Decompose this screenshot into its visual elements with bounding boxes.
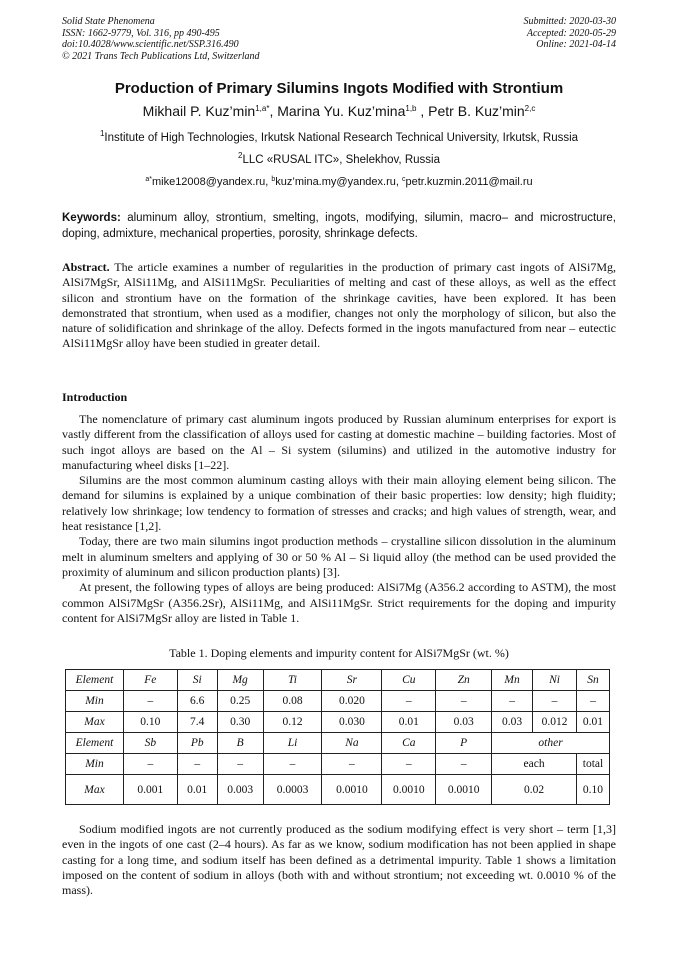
table-cell: 0.003 [217,775,263,805]
table-cell: Max [66,712,124,733]
table-cell: 0.001 [123,775,177,805]
email-address[interactable]: mike12008@yandex.ru, [151,176,272,188]
table-cell: – [436,691,492,712]
email-mark: b [271,176,276,183]
table-cell: Ca [382,733,436,754]
affiliation-1 [62,129,616,144]
date-accepted: Accepted: 2020-05-29 [526,27,616,39]
table-cell: total [576,754,609,775]
table-caption: Table 1. Doping elements and impurity content for AlSi7MgSr (wt. %) [169,646,509,660]
author-list [62,103,616,119]
table-cell: 0.0010 [322,775,382,805]
abstract [62,260,616,352]
section-heading-introduction: Introduction [62,390,128,404]
table-cell: Element [66,670,124,691]
abstract-label: Abstract. [62,260,110,274]
keywords [62,210,616,242]
journal-name: Solid State Phenomena [62,16,155,27]
table-cell: 0.030 [322,712,382,733]
table-cell: Na [322,733,382,754]
table-cell: Ni [533,670,577,691]
table-row [66,754,610,775]
table-cell: – [382,754,436,775]
table-cell: Min [66,691,124,712]
table-cell: 0.08 [263,691,322,712]
affiliation-mark: 1 [99,129,105,138]
email-mark: a* [145,176,152,183]
table-cell: – [123,691,177,712]
date-online: Online: 2021-04-14 [536,39,616,50]
table-cell: – [263,754,322,775]
table-cell: Sn [576,670,609,691]
author-affiliation-mark: 2,c [524,104,536,113]
table-cell: – [382,691,436,712]
table-cell: 0.10 [123,712,177,733]
author-separator: , [416,103,429,119]
keywords-text: aluminum alloy, strontium, smelting, ingots, modifying, silumin, macro– and microstructure, doping, admixture, mechanical properties, porosity, shrinkage defects. [62,212,616,240]
table-cell: 0.01 [576,712,609,733]
affiliation-text: Institute of High Technologies, Irkutsk National Research Technical University, Irkutsk, Russia [104,132,579,144]
table-cell: 6.6 [177,691,217,712]
keywords-label: Keywords: [62,212,121,224]
email-address[interactable]: petr.kuzmin.2011@mail.ru [405,176,533,188]
paragraph: Silumins are the most common aluminum casting alloys with their main alloying element being silicon. The demand for silumins is explained by a unique combination of their basic properties: low density; high fluidity; relatively low shrinkage; low tendency to formation of stresses and cracks; and high values of strength, wear, and heat resistance [1,2]. [62,473,616,534]
table-cell: 0.12 [263,712,322,733]
table-cell: 7.4 [177,712,217,733]
table-cell: Max [66,775,124,805]
table-cell: Fe [123,670,177,691]
journal-copyright: © 2021 Trans Tech Publications Ltd, Switzerland [62,50,260,62]
paragraph: Today, there are two main silumins ingot production methods – crystalline silicon dissolution in the aluminum melt in aluminum smelters and applying of 30 or 50 % Al – Si liquid alloy (the method can be used provided the proximity of aluminum and silicon production plants) [3]. [62,534,616,579]
table-cell: Element [66,733,124,754]
abstract-text: The article examines a number of regularities in the production of primary cast ingots of AlSi7Mg, AlSi7MgSr, AlSi11Mg, and AlSi11MgSr. Peculiarities of melting and cast of these alloys, as well as the effect silicon and strontium have on the formation of the shrinkage cavities, have been explored. It has been demonstrated that strontium, when used as a modifier, changes not only the morphology of silicon, but also the nature of solidification and shrinkage of the alloy. Defects formed in the ingots manufactured from near – eutectic AlSi11MgSr alloy have been studied in greater detail. [62,260,616,351]
composition-table [65,669,610,805]
table-cell: – [492,691,533,712]
journal-doi: doi:10.4028/www.scientific.net/SSP.316.490 [62,39,239,50]
paper-title: Production of Primary Silumins Ingots Modified with Strontium [114,80,564,97]
table-row [66,733,610,754]
table-cell: 0.0003 [263,775,322,805]
table-row [66,712,610,733]
table-cell: Mg [217,670,263,691]
table-cell: Min [66,754,124,775]
table-cell: 0.10 [576,775,609,805]
author-emails [62,176,616,188]
author-separator: , [269,103,278,119]
table-cell: other [492,733,610,754]
author-name: Petr B. Kuz’min [428,103,525,119]
author-affiliation-mark: 1,b [405,104,417,113]
table-row [66,670,610,691]
affiliation-mark: 2 [238,151,243,160]
table-cell: P [436,733,492,754]
table-cell: – [123,754,177,775]
table-row [66,691,610,712]
email-address[interactable]: kuz’mina.my@yandex.ru, [275,176,402,188]
email-mark: c [402,176,406,183]
introduction-body [62,412,616,626]
table-cell: Sr [322,670,382,691]
table-cell: Zn [436,670,492,691]
publication-dates [524,16,617,51]
journal-info [62,16,260,62]
table-cell: 0.01 [382,712,436,733]
table-row [66,775,610,805]
table-cell: 0.03 [436,712,492,733]
table-cell: 0.0010 [436,775,492,805]
table-cell: – [177,754,217,775]
table-cell: – [436,754,492,775]
paragraph: Sodium modified ingots are not currently produced as the sodium modifying effect is very short – term [1,3] even in the ingots of one cast (2–4 hours). As far as we know, sodium modification has not been applied in shape casting for a long time, and sodium itself has been defined as a detrimental impurity. Table 1 shows a limitation imposed on the content of sodium in alloys (both with and without strontium; not exceeding wt. 0.0010 % of the mass). [62,822,616,898]
table-cell: 0.01 [177,775,217,805]
affiliation-text: LLC «RUSAL ITC», Shelekhov, Russia [242,154,440,166]
table-cell: Li [263,733,322,754]
table-cell: – [533,691,577,712]
paragraph: The nomenclature of primary cast aluminum ingots produced by Russian aluminum enterprises for export is vastly different from the classification of alloys used for casting at domestic machine – building factories. Most of such ingot alloys are based on the Al – Si system (silumins) and utilized in the automotive industry for manufacturing wheel disks [1–22]. [62,412,616,472]
table-cell: – [217,754,263,775]
table-cell: 0.02 [492,775,577,805]
table-cell: each [492,754,577,775]
table-cell: Mn [492,670,533,691]
table-cell: 0.25 [217,691,263,712]
table-cell: 0.0010 [382,775,436,805]
table-cell: – [322,754,382,775]
affiliation-2 [62,151,616,166]
date-submitted: Submitted: 2020-03-30 [523,16,616,27]
author-name: Marina Yu. Kuz’mina [277,103,406,119]
paragraph: At present, the following types of alloys are being produced: AlSi7Mg (A356.2 according to ASTM), the most common AlSi7MgSr (A356.2Sr), AlSi11Mg, and AlSi11MgSr. Strict requirements for the doping and impurity content for AlSi7MgSr alloy are listed in Table 1. [62,580,616,625]
author-name: Mikhail P. Kuz’min [142,103,256,119]
table-cell: Cu [382,670,436,691]
table-cell: Pb [177,733,217,754]
table-cell: – [576,691,609,712]
table-cell: 0.012 [533,712,577,733]
table-cell: Ti [263,670,322,691]
closing-paragraph [62,822,616,898]
table-cell: Sb [123,733,177,754]
table-cell: 0.03 [492,712,533,733]
author-affiliation-mark: 1,a* [255,104,270,113]
table-cell: B [217,733,263,754]
table-cell: 0.020 [322,691,382,712]
table-cell: 0.30 [217,712,263,733]
table-cell: Si [177,670,217,691]
journal-issn: ISSN: 1662-9779, Vol. 316, pp 490-495 [62,27,220,39]
